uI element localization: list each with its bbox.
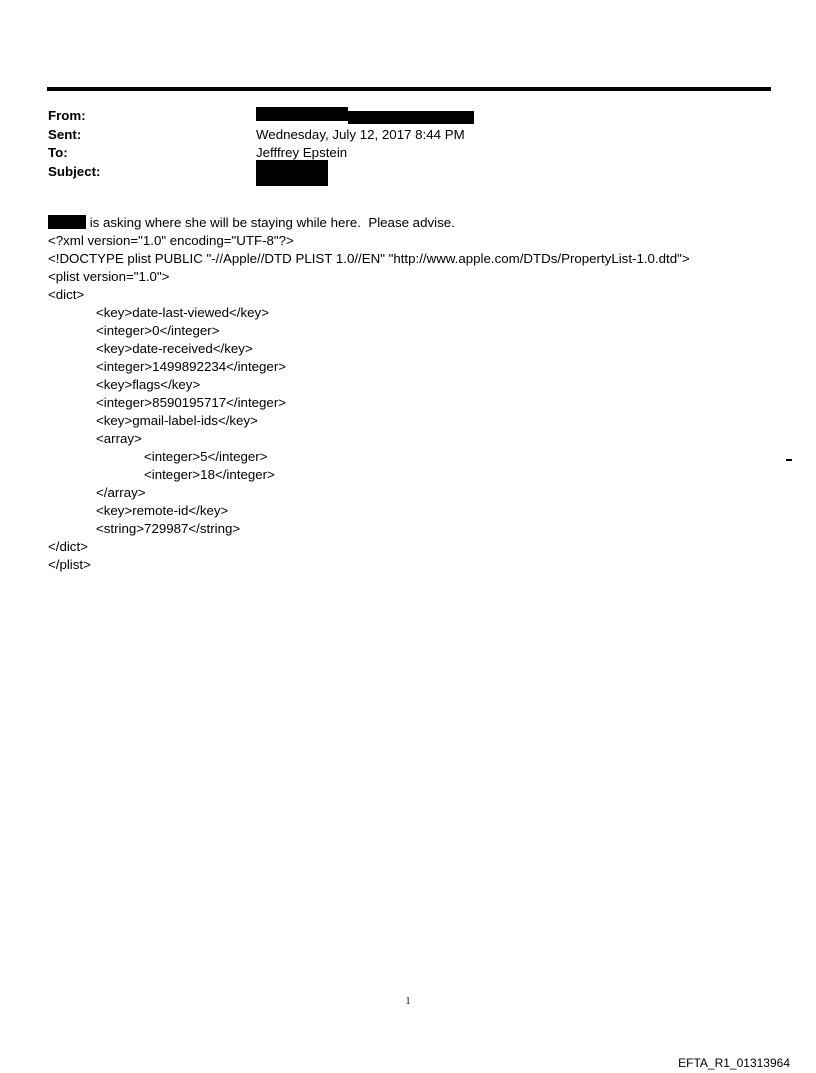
plist-line: <key>flags</key> — [96, 377, 201, 392]
plist-line: <key>remote-id</key> — [96, 503, 229, 518]
subject-value — [256, 164, 328, 186]
plist-line: <integer>18</integer> — [144, 467, 275, 482]
redaction-block — [348, 111, 474, 124]
plist-line: </dict> — [48, 539, 88, 554]
plist-line: <integer>8590195717</integer> — [96, 395, 287, 410]
to-label: To: — [48, 145, 68, 160]
plist-line: <array> — [96, 431, 142, 446]
plist-line: <!DOCTYPE plist PUBLIC "-//Apple//DTD PLIST 1.0//EN" "http://www.apple.com/DTDs/PropertyList-1.0.dtd"> — [48, 251, 690, 266]
plist-line: <key>date-last-viewed</key> — [96, 305, 269, 320]
sent-value: Wednesday, July 12, 2017 8:44 PM — [256, 126, 465, 142]
from-label: From: — [48, 108, 86, 123]
plist-line: </array> — [96, 485, 146, 500]
from-tail: > — [466, 108, 474, 123]
sent-label: Sent: — [48, 126, 82, 142]
plist-line: <key>date-received</key> — [96, 341, 253, 356]
page-number: 1 — [405, 996, 411, 1007]
plist-line: <integer>5</integer> — [144, 449, 268, 464]
plist-line: <string>729987</string> — [96, 521, 241, 536]
plist-line: <integer>0</integer> — [96, 323, 220, 338]
subject-label: Subject: — [48, 163, 101, 179]
redaction-block — [48, 215, 86, 229]
plist-line: <dict> — [48, 287, 85, 302]
header-rule — [47, 87, 771, 91]
bates-stamp: EFTA_R1_01313964 — [678, 1056, 790, 1070]
redaction-block — [256, 160, 328, 186]
plist-line: <integer>1499892234</integer> — [96, 359, 287, 374]
to-value: Jefffrey Epstein — [256, 145, 348, 160]
body-first-line-text: is asking where she will be staying while here. Please advise. — [86, 215, 455, 230]
plist-line: <?xml version="1.0" encoding="UTF-8"?> — [48, 233, 294, 248]
redaction-block — [256, 107, 348, 121]
margin-mark — [786, 459, 792, 461]
email-body — [48, 214, 690, 574]
body-first-line — [48, 214, 690, 232]
from-value — [256, 108, 474, 124]
plist-line: </plist> — [48, 557, 91, 572]
plist-line: <plist version="1.0"> — [48, 269, 170, 284]
plist-line: <key>gmail-label-ids</key> — [96, 413, 258, 428]
